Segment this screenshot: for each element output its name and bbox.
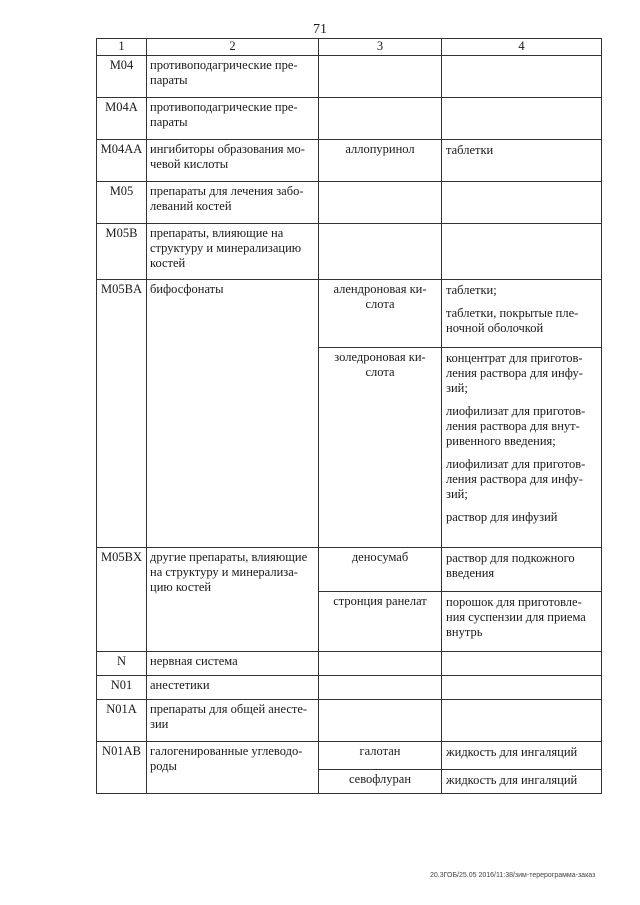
table-header-row <box>97 39 602 56</box>
atc-code-cell: M04A <box>97 98 147 140</box>
substance-cell <box>319 652 442 676</box>
table-row <box>97 182 602 224</box>
table-row <box>97 98 602 140</box>
atc-code-cell: M05B <box>97 224 147 280</box>
group-name-cell: галогенированные углеводо- роды <box>147 742 319 794</box>
substance-cell <box>319 676 442 700</box>
atc-code-cell: N <box>97 652 147 676</box>
dosage-forms-cell <box>442 592 602 652</box>
table-row <box>97 56 602 98</box>
group-name-cell: препараты, влияющие на структуру и минерализацию костей <box>147 224 319 280</box>
atc-code-cell: M05BA <box>97 280 147 548</box>
substance-cell: деносумаб <box>319 548 442 592</box>
table-row <box>97 700 602 742</box>
atc-code-cell: M05 <box>97 182 147 224</box>
dosage-forms-cell <box>442 98 602 140</box>
dosage-form-item: лиофилизат для приготов- ления раствора для внут- ривенного введения; <box>446 404 586 448</box>
dosage-form-item: концентрат для приготов- ления раствора для инфу- зий; <box>446 351 583 395</box>
dosage-form-item: лиофилизат для приготов- ления раствора для инфу- зий; <box>446 457 586 501</box>
substance-cell: севофлуран <box>319 770 442 794</box>
dosage-forms-cell <box>442 224 602 280</box>
atc-code-cell: N01AB <box>97 742 147 794</box>
drug-table <box>96 38 602 794</box>
header-col-4: 4 <box>442 39 602 56</box>
substance-cell: галотан <box>319 742 442 770</box>
header-col-2: 2 <box>147 39 319 56</box>
substance-cell: алендроновая ки- слота <box>319 280 442 348</box>
header-col-1: 1 <box>97 39 147 56</box>
group-name-cell: другие препараты, влияющие на структуру и минерализа- цию костей <box>147 548 319 652</box>
dosage-form-item: жидкость для ингаляций <box>446 773 578 787</box>
dosage-form-item: жидкость для ингаляций <box>446 745 578 759</box>
group-name-cell: бифосфонаты <box>147 280 319 548</box>
dosage-forms-cell <box>442 140 602 182</box>
dosage-forms-cell <box>442 700 602 742</box>
group-name-cell: препараты для лечения забо- леваний костей <box>147 182 319 224</box>
dosage-forms-cell <box>442 548 602 592</box>
table-row <box>97 280 602 348</box>
table-row <box>97 652 602 676</box>
group-name-cell: ингибиторы образования мо- чевой кислоты <box>147 140 319 182</box>
group-name-cell: препараты для общей анесте- зии <box>147 700 319 742</box>
atc-code-cell: M05BX <box>97 548 147 652</box>
dosage-form-item: таблетки <box>446 143 494 157</box>
group-name-cell: нервная система <box>147 652 319 676</box>
table-row <box>97 548 602 592</box>
dosage-form-item: порошок для приготовле- ния суспензии для приема внутрь <box>446 595 586 639</box>
dosage-forms-cell <box>442 182 602 224</box>
dosage-form-item: раствор для инфузий <box>446 510 558 524</box>
dosage-form-item: раствор для подкожного введения <box>446 551 575 580</box>
dosage-form-item: таблетки, покрытые пле- ночной оболочкой <box>446 306 579 335</box>
substance-cell <box>319 98 442 140</box>
table-row <box>97 676 602 700</box>
table-row <box>97 224 602 280</box>
dosage-form-item: таблетки; <box>446 283 497 297</box>
table-row <box>97 742 602 770</box>
substance-cell: стронция ранелат <box>319 592 442 652</box>
dosage-forms-cell <box>442 742 602 770</box>
dosage-forms-cell <box>442 676 602 700</box>
group-name-cell: противоподагрические пре- параты <box>147 98 319 140</box>
substance-cell <box>319 700 442 742</box>
dosage-forms-cell <box>442 56 602 98</box>
dosage-forms-cell <box>442 280 602 348</box>
substance-cell <box>319 224 442 280</box>
substance-cell: аллопуринол <box>319 140 442 182</box>
atc-code-cell: M04 <box>97 56 147 98</box>
dosage-forms-cell <box>442 348 602 548</box>
atc-code-cell: N01A <box>97 700 147 742</box>
header-col-3: 3 <box>319 39 442 56</box>
substance-cell: золедроновая ки- слота <box>319 348 442 548</box>
atc-code-cell: M04AA <box>97 140 147 182</box>
substance-cell <box>319 182 442 224</box>
substance-cell <box>319 56 442 98</box>
group-name-cell: анестетики <box>147 676 319 700</box>
dosage-forms-cell <box>442 652 602 676</box>
footer-stamp: 20.3ГОБ/25.05 2016/11:38/зим-терерограмма-заказ <box>430 872 596 879</box>
page-number: 71 <box>313 22 327 37</box>
atc-code-cell: N01 <box>97 676 147 700</box>
group-name-cell: противоподагрические пре- параты <box>147 56 319 98</box>
dosage-forms-cell <box>442 770 602 794</box>
table-row <box>97 140 602 182</box>
